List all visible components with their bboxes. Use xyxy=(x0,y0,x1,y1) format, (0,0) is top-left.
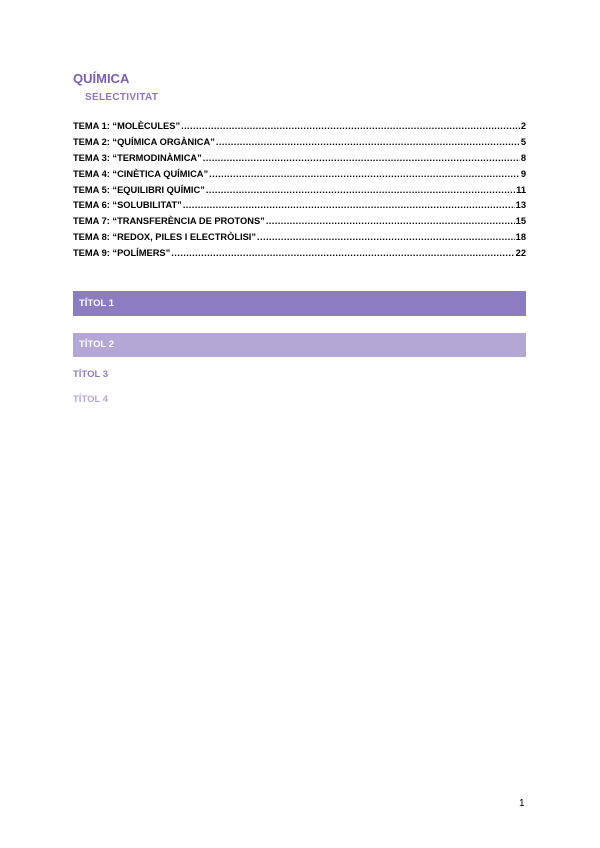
toc-entry-page: 5 xyxy=(520,136,526,147)
toc-entry-label: TEMA 1: “MOLÈCULES” xyxy=(73,121,181,131)
toc-leader-dots xyxy=(203,153,520,163)
toc-leader-dots xyxy=(257,232,515,242)
toc-entry-4[interactable] xyxy=(73,169,526,185)
toc-leader-dots xyxy=(209,169,520,179)
toc-entry-page: 18 xyxy=(515,232,526,243)
toc-entry-page: 13 xyxy=(515,200,526,211)
table-of-contents xyxy=(73,121,526,264)
heading-1: TÍTOL 1 xyxy=(73,291,526,316)
toc-entry-label: TEMA 8: “REDOX, PILES I ELECTRÒLISI” xyxy=(73,232,257,243)
toc-leader-dots xyxy=(181,121,520,131)
toc-entry-label: TEMA 9: “POLÍMERS” xyxy=(73,248,171,259)
toc-entry-5[interactable] xyxy=(73,185,526,201)
toc-leader-dots xyxy=(216,137,520,147)
heading-3: TÍTOL 3 xyxy=(73,369,109,380)
toc-entry-page: 8 xyxy=(520,152,526,163)
toc-entry-label: TEMA 2: “QUÍMICA ORGÀNICA” xyxy=(73,136,215,147)
toc-entry-label: TEMA 5: “EQUILIBRI QUÍMIC” xyxy=(73,184,205,195)
toc-leader-dots xyxy=(183,200,515,210)
toc-entry-page: 11 xyxy=(516,184,526,195)
document-title: QUÍMICA xyxy=(73,71,130,86)
toc-entry-2[interactable] xyxy=(73,137,526,153)
toc-entry-page: 15 xyxy=(515,216,526,227)
toc-entry-8[interactable] xyxy=(73,232,526,248)
heading-4: TÍTOL 4 xyxy=(73,394,109,405)
heading-2: TÍTOL 2 xyxy=(73,333,526,357)
toc-leader-dots xyxy=(171,248,514,258)
toc-entry-page: 2 xyxy=(520,121,526,131)
toc-entry-1[interactable] xyxy=(73,121,526,137)
toc-entry-label: TEMA 6: “SOLUBILITAT” xyxy=(73,200,182,211)
toc-leader-dots xyxy=(206,185,515,195)
toc-entry-9[interactable] xyxy=(73,248,526,264)
page-number: 1 xyxy=(519,798,525,809)
toc-entry-page: 9 xyxy=(520,168,526,179)
toc-entry-label: TEMA 3: “TERMODINÀMICA” xyxy=(73,152,202,163)
toc-leader-dots xyxy=(266,216,515,226)
toc-entry-7[interactable] xyxy=(73,216,526,232)
toc-entry-label: TEMA 7: “TRANSFERÈNCIA DE PROTONS” xyxy=(73,216,265,227)
toc-entry-label: TEMA 4: “CINÈTICA QUÍMICA” xyxy=(73,168,209,179)
toc-entry-page: 22 xyxy=(515,248,526,259)
toc-entry-3[interactable] xyxy=(73,153,526,169)
toc-entry-6[interactable] xyxy=(73,200,526,216)
document-subtitle: SELECTIVITAT xyxy=(85,92,159,103)
